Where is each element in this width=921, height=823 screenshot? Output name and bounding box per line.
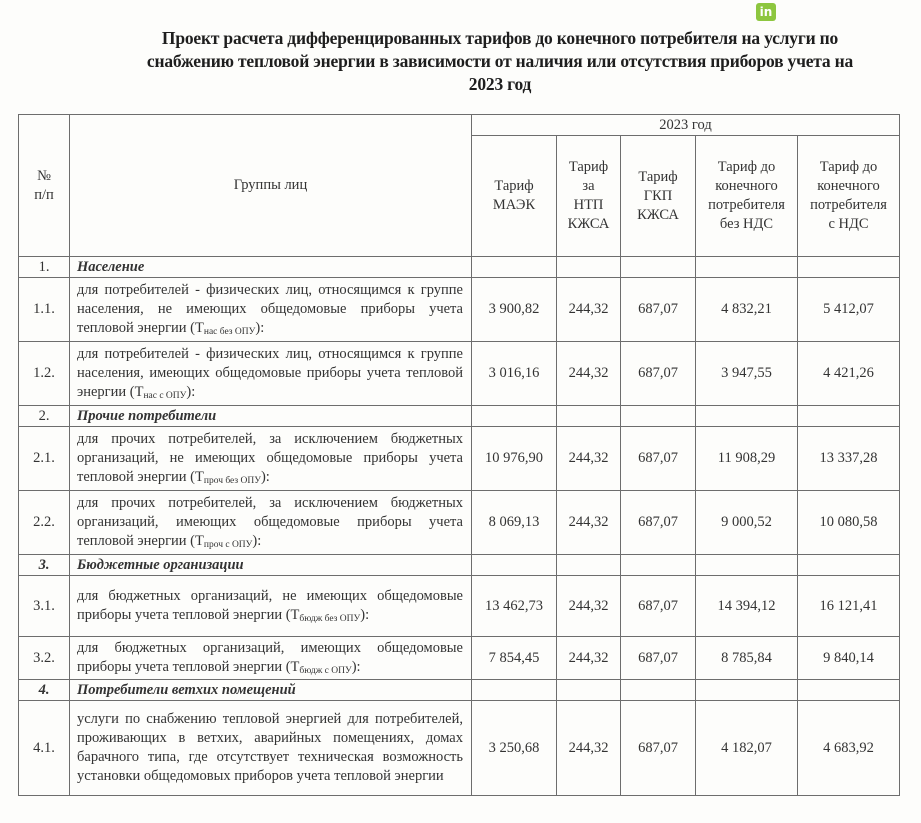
empty-cell — [696, 680, 798, 701]
header-column-line: МАЭК — [492, 197, 536, 213]
description-tail: ): — [351, 659, 361, 675]
section-number: 4. — [19, 680, 70, 701]
row-description — [70, 701, 472, 796]
empty-cell — [621, 257, 696, 278]
section-number: 1. — [19, 257, 70, 278]
tariff-value: 687,07 — [621, 342, 696, 406]
tariff-value: 16 121,41 — [798, 576, 900, 637]
header-column-line: без НДС — [719, 216, 774, 232]
row-description — [70, 576, 472, 637]
tariff-value: 4 421,26 — [798, 342, 900, 406]
section-title: Бюджетные организации — [70, 555, 472, 576]
table-body — [19, 257, 900, 796]
tariff-value: 13 462,73 — [472, 576, 557, 637]
row-number: 3.2. — [19, 637, 70, 680]
tariff-value: 244,32 — [557, 701, 621, 796]
tariff-subscript: нас с ОПУ — [143, 391, 187, 401]
description-text: для потребителей - физических лиц, относящимся к группе населения, не имеющих общедомовые приборы учета тепловой энергии (Т — [77, 282, 463, 336]
tariff-value: 244,32 — [557, 427, 621, 491]
description-text: для бюджетных организаций, не имеющих общедомовые приборы учета тепловой энергии (Т — [77, 588, 463, 623]
header-column-1 — [557, 136, 621, 257]
document-title — [90, 27, 910, 96]
description-text: услуги по снабжению тепловой энергией для потребителей, проживающих в ветхих, аварийных помещениях, домах барачного типа, где отсутствует техническая возможность установки общедомовых приборов учета тепловой энергии — [77, 711, 463, 784]
empty-cell — [472, 257, 557, 278]
header-column-line: КЖСА — [637, 206, 679, 223]
row-description — [70, 637, 472, 680]
table-row — [19, 342, 900, 406]
empty-cell — [557, 555, 621, 576]
tariff-value: 3 016,16 — [472, 342, 557, 406]
header-num-line1: № — [37, 167, 51, 184]
tariff-value: 5 412,07 — [798, 278, 900, 342]
row-description — [70, 342, 472, 406]
tariff-subscript: бюдж без ОПУ — [299, 614, 361, 624]
header-column-line: НТП — [573, 197, 604, 213]
header-column-line: Тариф — [568, 159, 609, 175]
description-text: для прочих потребителей, за исключением бюджетных организаций, имеющих общедомовые приборы учета тепловой энергии (Т — [77, 495, 463, 549]
section-title: Население — [70, 257, 472, 278]
tariff-value: 687,07 — [621, 278, 696, 342]
tariff-value: 11 908,29 — [696, 427, 798, 491]
section-row — [19, 555, 900, 576]
tariff-subscript: проч без ОПУ — [203, 476, 261, 486]
tariff-value: 7 854,45 — [472, 637, 557, 680]
section-title: Потребители ветхих помещений — [70, 680, 472, 701]
tariff-value: 10 080,58 — [798, 491, 900, 555]
section-number: 2. — [19, 406, 70, 427]
tariff-value: 687,07 — [621, 637, 696, 680]
tariff-value: 3 250,68 — [472, 701, 557, 796]
description-text: для прочих потребителей, за исключением бюджетных организаций, не имеющих общедомовые приборы учета тепловой энергии (Т — [77, 431, 463, 485]
description-tail: ): — [252, 533, 262, 549]
tariff-value: 244,32 — [557, 576, 621, 637]
description-tail: ): — [255, 320, 265, 336]
section-row — [19, 680, 900, 701]
header-column-3 — [696, 136, 798, 257]
row-number: 3.1. — [19, 576, 70, 637]
title-line-1: Проект расчета дифференцированных тарифов до конечного потребителя на услуги по — [161, 28, 839, 48]
table-row — [19, 637, 900, 680]
tariff-value: 3 947,55 — [696, 342, 798, 406]
empty-cell — [557, 406, 621, 427]
section-row — [19, 406, 900, 427]
description-text: для бюджетных организаций, имеющих общедомовые приборы учета тепловой энергии (Т — [77, 640, 463, 675]
table-row — [19, 491, 900, 555]
row-number: 1.1. — [19, 278, 70, 342]
empty-cell — [621, 555, 696, 576]
empty-cell — [798, 680, 900, 701]
tariff-value: 10 976,90 — [472, 427, 557, 491]
tariff-value: 14 394,12 — [696, 576, 798, 637]
empty-cell — [696, 257, 798, 278]
empty-cell — [472, 406, 557, 427]
tariff-value: 8 069,13 — [472, 491, 557, 555]
tariff-value: 4 182,07 — [696, 701, 798, 796]
header-column-line: конечного — [817, 178, 880, 194]
tariff-subscript: нас без ОПУ — [203, 327, 256, 337]
empty-cell — [557, 257, 621, 278]
empty-cell — [696, 406, 798, 427]
header-column-line: Тариф — [494, 178, 534, 194]
description-tail: ): — [360, 607, 370, 623]
header-groups: Группы лиц — [70, 115, 472, 257]
row-number: 2.2. — [19, 491, 70, 555]
empty-cell — [621, 680, 696, 701]
tariff-value: 244,32 — [557, 637, 621, 680]
tariff-value: 687,07 — [621, 576, 696, 637]
tariff-value: 4 832,21 — [696, 278, 798, 342]
tariff-value: 244,32 — [557, 278, 621, 342]
empty-cell — [472, 555, 557, 576]
description-text: для потребителей - физических лиц, относящимся к группе населения, имеющих общедомовые приборы учета тепловой энергии (Т — [77, 346, 463, 400]
table-row — [19, 701, 900, 796]
header-num-line2: п/п — [34, 186, 54, 203]
empty-cell — [696, 555, 798, 576]
section-number: 3. — [19, 555, 70, 576]
tariff-value: 4 683,92 — [798, 701, 900, 796]
header-year: 2023 год — [472, 115, 900, 136]
section-row — [19, 257, 900, 278]
description-tail: ): — [186, 384, 196, 400]
header-column-line: Тариф — [638, 168, 678, 185]
header-column-line: Тариф до — [717, 159, 776, 175]
row-description — [70, 491, 472, 555]
table-row — [19, 278, 900, 342]
tariff-value: 3 900,82 — [472, 278, 557, 342]
header-column-line: с НДС — [828, 216, 869, 232]
empty-cell — [557, 680, 621, 701]
header-column-line: потребителя — [708, 197, 785, 213]
title-line-3: 2023 год — [468, 74, 532, 94]
header-column-line: конечного — [715, 178, 778, 194]
description-tail: ): — [260, 469, 270, 485]
row-number: 4.1. — [19, 701, 70, 796]
header-column-line: КЖСА — [567, 216, 610, 232]
tariff-value: 8 785,84 — [696, 637, 798, 680]
tariff-table — [18, 114, 900, 796]
empty-cell — [472, 680, 557, 701]
tariff-subscript: проч с ОПУ — [203, 540, 253, 550]
header-column-2 — [621, 136, 696, 257]
empty-cell — [798, 257, 900, 278]
table-row — [19, 576, 900, 637]
header-column-line: за — [582, 178, 595, 194]
tariff-value: 13 337,28 — [798, 427, 900, 491]
tariff-value: 687,07 — [621, 427, 696, 491]
tariff-value: 9 000,52 — [696, 491, 798, 555]
title-line-2: снабжению тепловой энергии в зависимости от наличия или отсутствия приборов учета на — [146, 51, 854, 71]
tariff-value: 687,07 — [621, 491, 696, 555]
row-description — [70, 427, 472, 491]
tariff-value: 244,32 — [557, 491, 621, 555]
tariff-subscript: бюдж с ОПУ — [299, 666, 352, 676]
section-title: Прочие потребители — [70, 406, 472, 427]
table-row — [19, 427, 900, 491]
header-column-0 — [472, 136, 557, 257]
row-number: 2.1. — [19, 427, 70, 491]
empty-cell — [798, 555, 900, 576]
header-column-4 — [798, 136, 900, 257]
tariff-value: 9 840,14 — [798, 637, 900, 680]
empty-cell — [798, 406, 900, 427]
header-num — [19, 115, 70, 257]
header-column-line: потребителя — [810, 197, 887, 213]
header-column-line: Тариф до — [819, 159, 878, 175]
watermark-badge-icon: in — [756, 3, 776, 21]
row-description — [70, 278, 472, 342]
row-number: 1.2. — [19, 342, 70, 406]
tariff-value: 687,07 — [621, 701, 696, 796]
tariff-value: 244,32 — [557, 342, 621, 406]
header-column-line: ГКП — [643, 187, 673, 204]
empty-cell — [621, 406, 696, 427]
